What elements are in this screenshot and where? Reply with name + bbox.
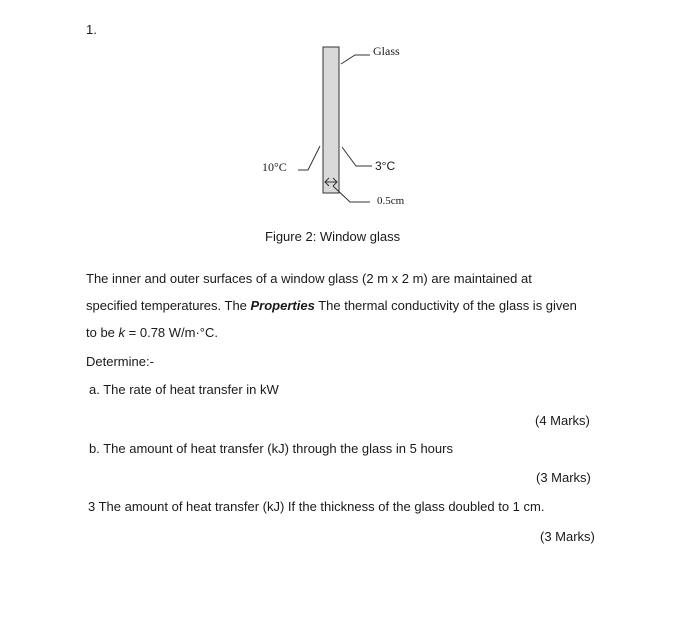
glass-label: Glass xyxy=(373,44,400,58)
figure-caption: Figure 2: Window glass xyxy=(265,229,401,244)
part-c-text: 3 The amount of heat transfer (kJ) If the thickness of the glass doubled to 1 cm. xyxy=(88,499,545,514)
conductivity-symbol: k xyxy=(118,325,126,340)
glass-pane xyxy=(323,47,339,193)
glass-leader-line xyxy=(341,55,370,64)
properties-emphasis: Properties xyxy=(250,298,315,313)
outer-temp-label: 3°C xyxy=(375,159,396,173)
part-a-text: a. The rate of heat transfer in kW xyxy=(89,382,279,397)
problem-line-1: The inner and outer surfaces of a window glass (2 m x 2 m) are maintained at xyxy=(86,271,532,286)
problem-line-2: specified temperatures. The Properties The thermal conductivity of the glass is given xyxy=(86,298,577,313)
part-b-marks: (3 Marks) xyxy=(536,470,591,485)
inner-temp-label: 10°C xyxy=(262,160,287,174)
question-number: 1. xyxy=(86,22,97,37)
determine-heading: Determine:- xyxy=(86,354,154,369)
problem-line-3: to be k = 0.78 W/m·°C. xyxy=(86,325,218,340)
outer-temp-leader-line xyxy=(342,147,372,166)
inner-temp-leader-line xyxy=(298,146,320,170)
part-c-marks: (3 Marks) xyxy=(540,529,595,544)
thickness-label: 0.5cm xyxy=(377,195,405,207)
part-a-marks: (4 Marks) xyxy=(535,413,590,428)
part-b-text: b. The amount of heat transfer (kJ) through the glass in 5 hours xyxy=(89,441,453,456)
